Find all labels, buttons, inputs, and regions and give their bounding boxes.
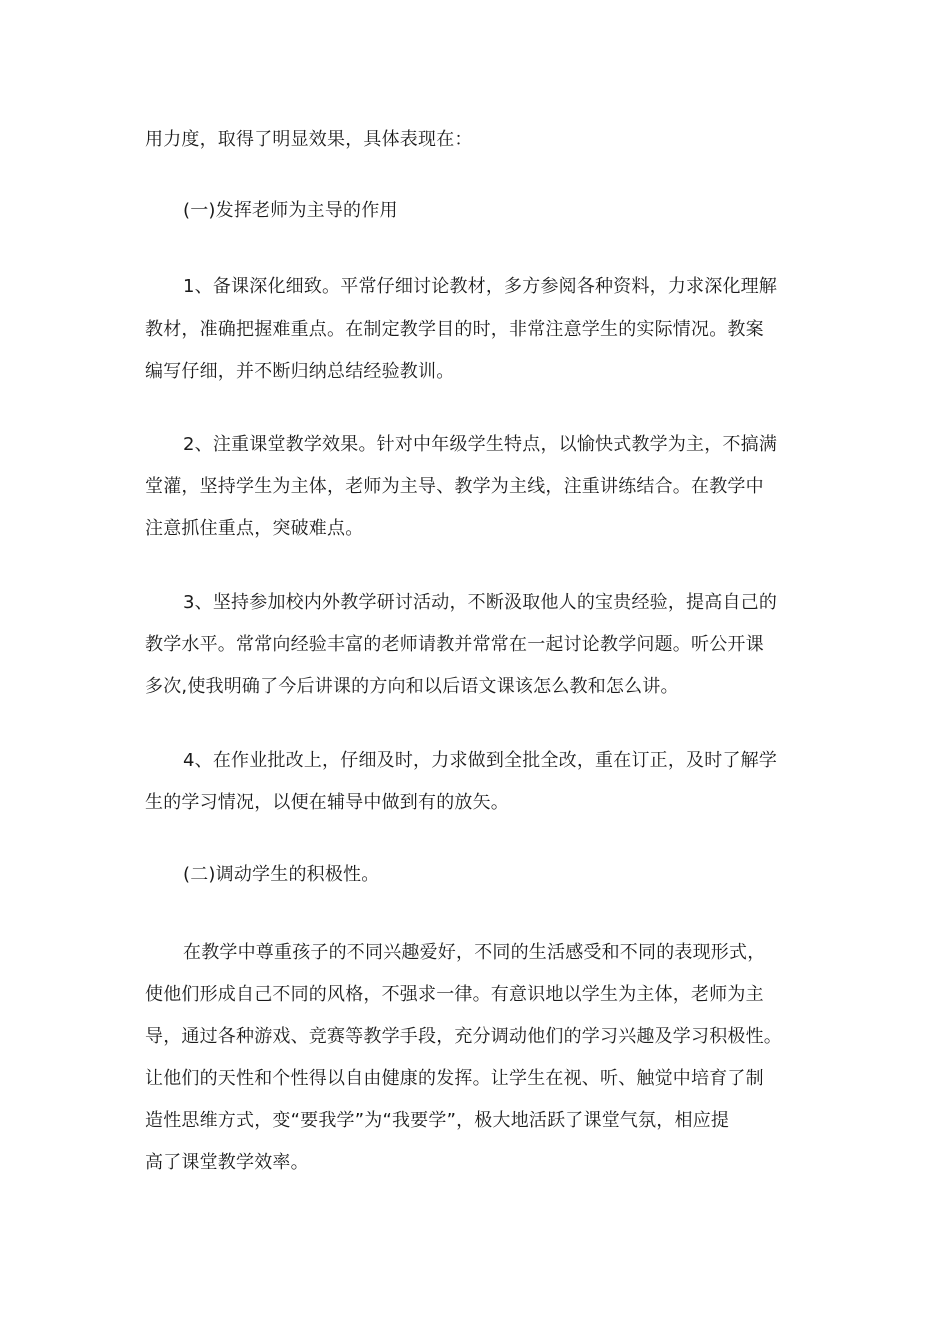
body-2-line-1: 在教学中尊重孩子的不同兴趣爱好，不同的生活感受和不同的表现形式， xyxy=(183,942,766,963)
section-heading-1: (一)发挥老师为主导的作用 xyxy=(183,200,398,221)
section-heading-2: (二)调动学生的积极性。 xyxy=(183,864,380,885)
body-2-line-5: 造性思维方式，变“要我学”为“我要学”，极大地活跃了课堂气氛，相应提 xyxy=(145,1110,730,1131)
item-1-line-3: 编写仔细，并不断归纳总结经验教训。 xyxy=(145,361,455,382)
item-2-line-2: 堂灌，坚持学生为主体，老师为主导、教学为主线，注重讲练结合。在教学中 xyxy=(145,476,764,497)
item-4-line-1: 4、在作业批改上，仔细及时，力求做到全批全改，重在订正，及时了解学 xyxy=(183,750,778,771)
item-1-line-1: 1、备课深化细致。平常仔细讨论教材，多方参阅各种资料，力求深化理解 xyxy=(183,276,778,297)
item-2-line-1: 2、注重课堂教学效果。针对中年级学生特点，以愉快式教学为主，不搞满 xyxy=(183,434,778,455)
body-2-line-2: 使他们形成自己不同的风格，不强求一律。有意识地以学生为主体，老师为主 xyxy=(145,984,764,1005)
item-3-line-1: 3、坚持参加校内外教学研讨活动，不断汲取他人的宝贵经验，提高自己的 xyxy=(183,592,778,613)
item-2-line-3: 注意抓住重点，突破难点。 xyxy=(145,518,364,539)
item-3-line-3: 多次,使我明确了今后讲课的方向和以后语文课该怎么教和怎么讲。 xyxy=(145,676,679,697)
item-1-line-2: 教材，准确把握难重点。在制定教学目的时，非常注意学生的实际情况。教案 xyxy=(145,319,764,340)
body-2-line-3: 导，通过各种游戏、竞赛等教学手段，充分调动他们的学习兴趣及学习积极性。 xyxy=(145,1026,782,1047)
body-2-line-6: 高了课堂教学效率。 xyxy=(145,1152,309,1173)
item-3-line-2: 教学水平。常常向经验丰富的老师请教并常常在一起讨论教学问题。听公开课 xyxy=(145,634,764,655)
paragraph-intro-line-1: 用力度，取得了明显效果，具体表现在： xyxy=(145,129,473,150)
body-2-line-4: 让他们的天性和个性得以自由健康的发挥。让学生在视、听、触觉中培育了制 xyxy=(145,1068,764,1089)
item-4-line-2: 生的学习情况，以便在辅导中做到有的放矢。 xyxy=(145,792,509,813)
